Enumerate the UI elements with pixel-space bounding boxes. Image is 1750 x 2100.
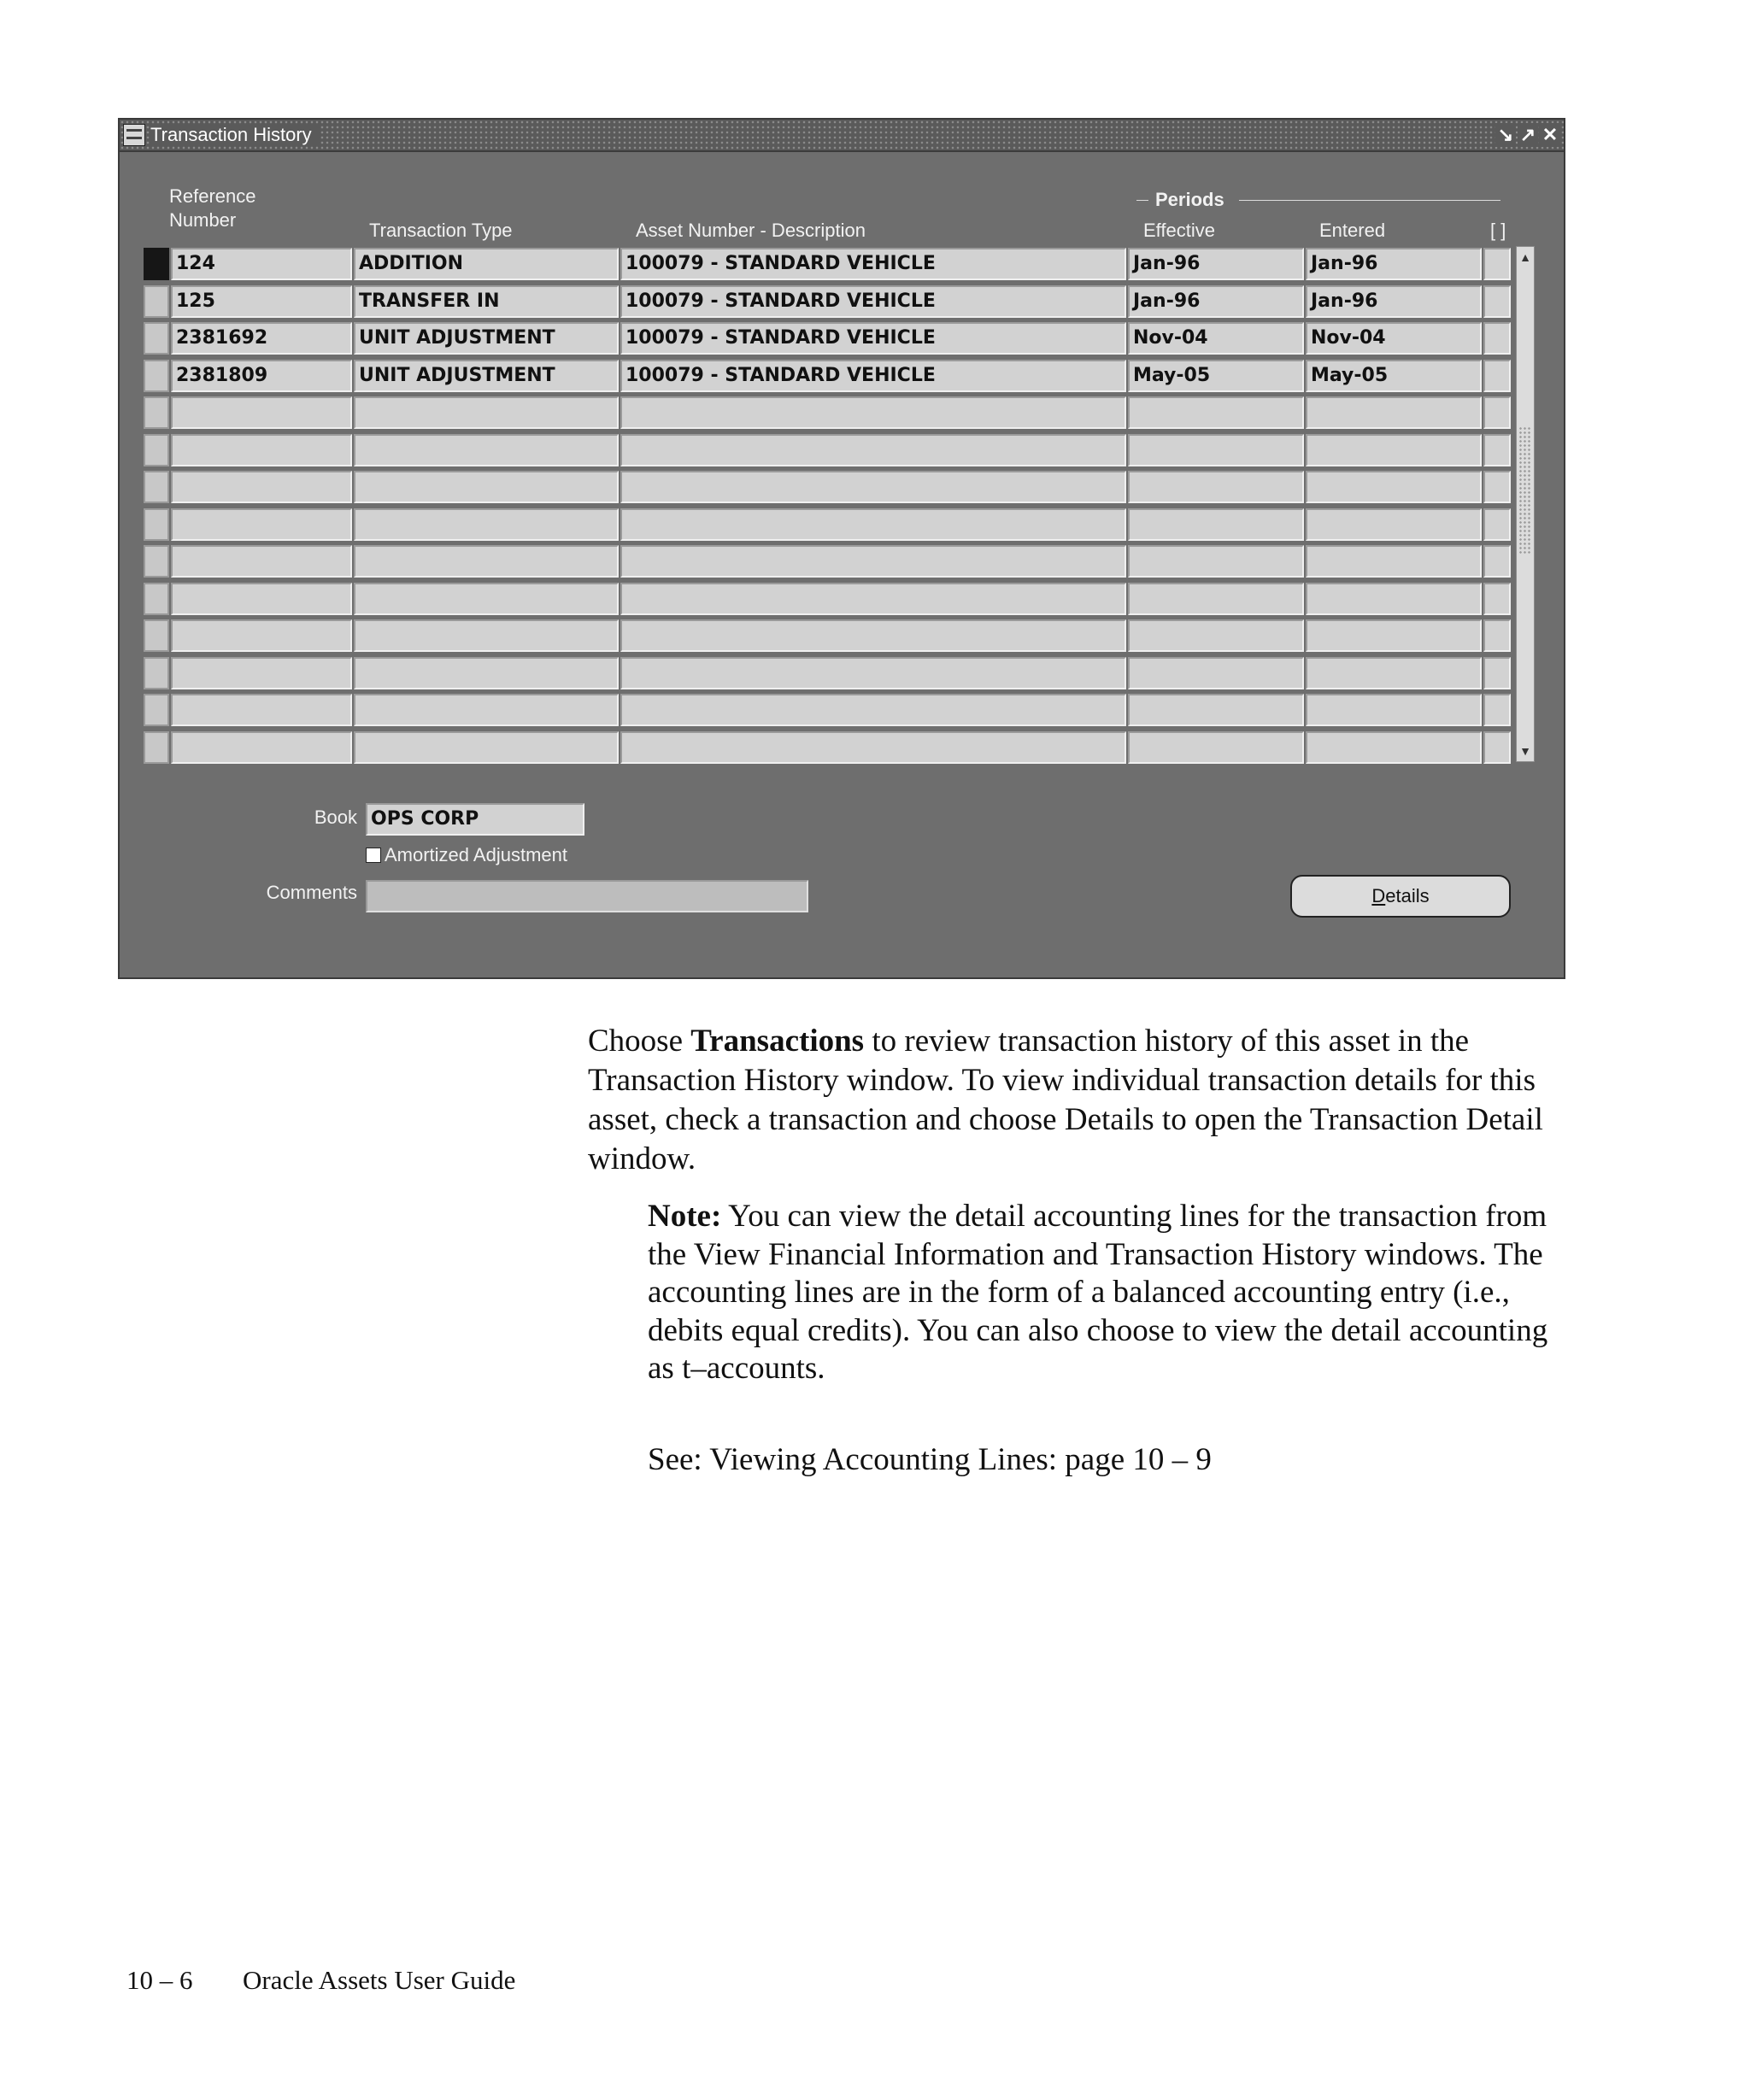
transaction-type-cell[interactable]	[354, 583, 619, 615]
transaction-type-cell[interactable]	[354, 471, 619, 503]
footer-page-number: 10 – 6	[126, 1965, 193, 1995]
reference-number-cell[interactable]	[171, 508, 352, 541]
transaction-type-cell[interactable]: UNIT ADJUSTMENT	[354, 360, 619, 392]
reference-number-cell[interactable]	[171, 731, 352, 764]
row-selector[interactable]	[144, 285, 169, 318]
entered-period-cell[interactable]	[1306, 471, 1482, 503]
row-checkbox[interactable]	[1483, 285, 1511, 318]
row-checkbox[interactable]	[1483, 434, 1511, 466]
column-header-effective: Effective	[1143, 220, 1215, 241]
reference-number-cell[interactable]	[171, 471, 352, 503]
entered-period-cell[interactable]: Nov-04	[1306, 322, 1482, 355]
row-selector[interactable]	[144, 508, 169, 541]
row-checkbox[interactable]	[1483, 731, 1511, 764]
effective-period-cell[interactable]	[1128, 471, 1304, 503]
entered-period-cell[interactable]	[1306, 396, 1482, 429]
effective-period-cell[interactable]	[1128, 694, 1304, 726]
close-icon[interactable]: ✕	[1540, 123, 1560, 147]
entered-period-cell[interactable]	[1306, 583, 1482, 615]
entered-period-cell[interactable]	[1306, 694, 1482, 726]
asset-description-cell[interactable]: 100079 - STANDARD VEHICLE	[620, 322, 1126, 355]
transaction-type-cell[interactable]	[354, 731, 619, 764]
column-group-periods: Periods	[1155, 189, 1224, 210]
para1-text-end: to review transaction history of this asset in the Transaction History window. To view individual transaction details for this asset, check a transaction and choose Details to open the Transaction Detail window.	[588, 1024, 1543, 1176]
footer-book-title: Oracle Assets User Guide	[243, 1965, 516, 1995]
transaction-type-cell[interactable]	[354, 508, 619, 541]
effective-period-cell[interactable]	[1128, 619, 1304, 652]
transaction-type-cell[interactable]: TRANSFER IN	[354, 285, 619, 318]
row-selector[interactable]	[144, 657, 169, 689]
reference-number-cell[interactable]: 125	[171, 285, 352, 318]
row-checkbox[interactable]	[1483, 657, 1511, 689]
reference-number-cell[interactable]	[171, 657, 352, 689]
transaction-type-cell[interactable]	[354, 694, 619, 726]
comments-label: Comments	[266, 882, 357, 903]
scroll-thumb[interactable]	[1518, 426, 1532, 554]
reference-number-cell[interactable]: 2381809	[171, 360, 352, 392]
asset-description-cell[interactable]: 100079 - STANDARD VEHICLE	[620, 360, 1126, 392]
scroll-up-icon[interactable]: ▲	[1519, 250, 1531, 264]
row-selector[interactable]	[144, 731, 169, 764]
row-selector[interactable]	[144, 619, 169, 652]
asset-description-cell[interactable]	[620, 396, 1126, 429]
effective-period-cell[interactable]	[1128, 731, 1304, 764]
amortized-adjustment-label: Amortized Adjustment	[385, 844, 567, 865]
periods-divider-right	[1239, 200, 1500, 201]
effective-period-cell[interactable]	[1128, 583, 1304, 615]
asset-description-cell[interactable]	[620, 434, 1126, 466]
row-checkbox[interactable]	[1483, 619, 1511, 652]
column-header-asset-number-description: Asset Number - Description	[636, 220, 866, 241]
transaction-type-cell[interactable]: ADDITION	[354, 248, 619, 280]
see-also-reference: See: Viewing Accounting Lines: page 10 – 9	[648, 1442, 1212, 1477]
column-header-select: [ ]	[1490, 220, 1506, 241]
row-checkbox[interactable]	[1483, 508, 1511, 541]
asset-description-cell[interactable]	[620, 619, 1126, 652]
periods-divider-left	[1136, 200, 1148, 201]
book-label: Book	[314, 807, 357, 828]
transaction-type-cell[interactable]	[354, 619, 619, 652]
minimize-icon[interactable]: ↘	[1495, 123, 1516, 147]
details-button[interactable]: Details	[1290, 875, 1511, 918]
row-checkbox[interactable]	[1483, 471, 1511, 503]
effective-period-cell[interactable]	[1128, 396, 1304, 429]
row-checkbox[interactable]	[1483, 360, 1511, 392]
body-paragraph	[588, 1022, 1579, 1179]
column-header-transaction-type: Transaction Type	[369, 220, 513, 241]
effective-period-cell[interactable]: Nov-04	[1128, 322, 1304, 355]
para1-bold-term: Transactions	[690, 1024, 865, 1059]
reference-number-cell[interactable]	[171, 434, 352, 466]
vertical-scrollbar[interactable]	[1516, 246, 1535, 762]
row-selector[interactable]	[144, 471, 169, 503]
maximize-icon[interactable]: ↗	[1518, 123, 1538, 147]
asset-description-cell[interactable]	[620, 545, 1126, 578]
effective-period-cell[interactable]	[1128, 508, 1304, 541]
effective-period-cell[interactable]: Jan-96	[1128, 285, 1304, 318]
transaction-type-cell[interactable]	[354, 657, 619, 689]
transaction-type-cell[interactable]: UNIT ADJUSTMENT	[354, 322, 619, 355]
entered-period-cell[interactable]	[1306, 545, 1482, 578]
asset-description-cell[interactable]	[620, 731, 1126, 764]
comments-field[interactable]	[366, 880, 808, 912]
reference-number-cell[interactable]: 124	[171, 248, 352, 280]
entered-period-cell[interactable]	[1306, 657, 1482, 689]
reference-number-cell[interactable]	[171, 583, 352, 615]
reference-number-cell[interactable]	[171, 545, 352, 578]
transaction-type-cell[interactable]	[354, 545, 619, 578]
row-checkbox[interactable]	[1483, 545, 1511, 578]
effective-period-cell[interactable]: May-05	[1128, 360, 1304, 392]
entered-period-cell[interactable]	[1306, 434, 1482, 466]
note-label: Note:	[648, 1199, 722, 1234]
title-bar[interactable]	[120, 120, 1564, 152]
entered-period-cell[interactable]: Jan-96	[1306, 248, 1482, 280]
row-checkbox[interactable]	[1483, 248, 1511, 280]
window-title: Transaction History	[150, 124, 320, 146]
entered-period-cell[interactable]: Jan-96	[1306, 285, 1482, 318]
para1-text-start: Choose	[588, 1024, 691, 1059]
row-selector[interactable]	[144, 434, 169, 466]
scroll-down-icon[interactable]: ▼	[1519, 744, 1531, 758]
reference-number-cell[interactable]	[171, 694, 352, 726]
note-text: You can view the detail accounting lines for the transaction from the View Financial Information and Transaction History windows. The accounting lines are in the form of a balanced accounting entry (i.e., debits equal credits). You can also choose to view the detail accounting as t–accounts.	[648, 1199, 1548, 1386]
asset-description-cell[interactable]	[620, 694, 1126, 726]
row-selector[interactable]	[144, 248, 169, 280]
asset-description-cell[interactable]	[620, 583, 1126, 615]
row-checkbox[interactable]	[1483, 694, 1511, 726]
transaction-history-window	[118, 118, 1565, 979]
column-header-reference-number: Reference Number	[169, 185, 256, 231]
reference-number-cell[interactable]	[171, 619, 352, 652]
entered-period-cell[interactable]: May-05	[1306, 360, 1482, 392]
row-selector[interactable]	[144, 545, 169, 578]
entered-period-cell[interactable]	[1306, 731, 1482, 764]
reference-number-cell[interactable]: 2381692	[171, 322, 352, 355]
asset-description-cell[interactable]: 100079 - STANDARD VEHICLE	[620, 285, 1126, 318]
entered-period-cell[interactable]	[1306, 508, 1482, 541]
effective-period-cell[interactable]	[1128, 545, 1304, 578]
row-selector[interactable]	[144, 694, 169, 726]
row-selector[interactable]	[144, 360, 169, 392]
effective-period-cell[interactable]	[1128, 657, 1304, 689]
asset-description-cell[interactable]	[620, 471, 1126, 503]
amortized-adjustment-checkbox[interactable]	[366, 848, 381, 863]
row-checkbox[interactable]	[1483, 583, 1511, 615]
row-checkbox[interactable]	[1483, 322, 1511, 355]
transaction-type-cell[interactable]	[354, 434, 619, 466]
effective-period-cell[interactable]	[1128, 434, 1304, 466]
asset-description-cell[interactable]	[620, 657, 1126, 689]
row-checkbox[interactable]	[1483, 396, 1511, 429]
asset-description-cell[interactable]: 100079 - STANDARD VEHICLE	[620, 248, 1126, 280]
column-header-entered: Entered	[1319, 220, 1386, 241]
oracle-app-icon	[123, 124, 145, 146]
row-selector[interactable]	[144, 396, 169, 429]
transaction-type-cell[interactable]	[354, 396, 619, 429]
row-selector[interactable]	[144, 583, 169, 615]
asset-description-cell[interactable]	[620, 508, 1126, 541]
book-field[interactable]: OPS CORP	[366, 803, 584, 836]
row-selector[interactable]	[144, 322, 169, 355]
effective-period-cell[interactable]: Jan-96	[1128, 248, 1304, 280]
note-paragraph	[648, 1198, 1579, 1388]
entered-period-cell[interactable]	[1306, 619, 1482, 652]
reference-number-cell[interactable]	[171, 396, 352, 429]
